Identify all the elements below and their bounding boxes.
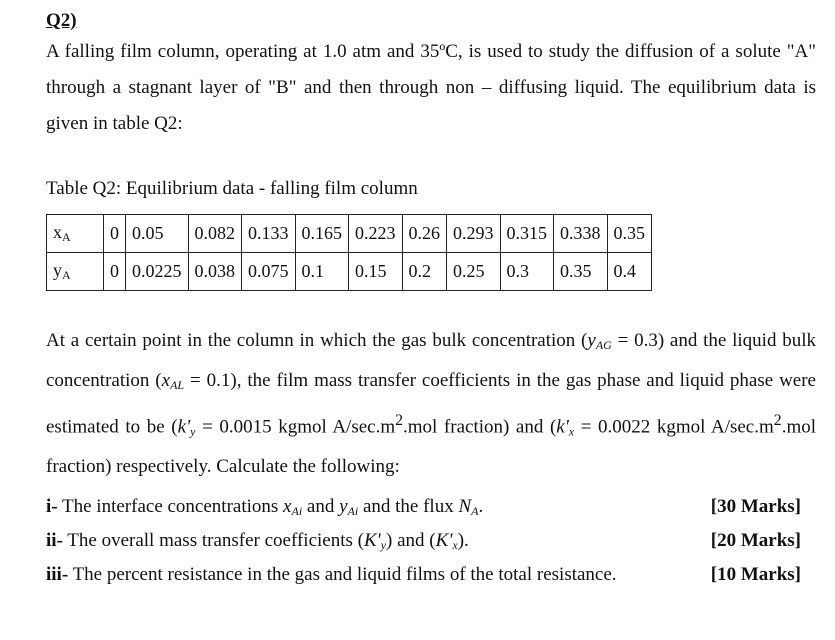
table-cell: 0.0225 [126,253,189,291]
table-cell: 0.35 [607,215,652,253]
table-cell: 0.3 [500,253,554,291]
marks-ii: [20 Marks] [710,530,801,551]
table-cell: 0.082 [188,215,242,253]
table-cell: 0.2 [402,253,447,291]
row-header: $x_A$ [47,215,104,253]
table-cell: 0.293 [447,215,501,253]
table-cell: 0.4 [607,253,652,291]
table-row [47,215,652,253]
row-header: $y_A$ [47,253,104,291]
table-cell: 0.165 [295,215,349,253]
question-i: i- The interface concentrations $x_{Ai}$ and $y_{Ai}$ and the flux $N_A$. [46,496,484,518]
table-cell: 0.05 [126,215,189,253]
table-cell: 0.35 [554,253,608,291]
table-cell: 0.038 [188,253,242,291]
table-row [47,253,652,291]
table-cell: 0.223 [349,215,403,253]
table-cell: 0.075 [242,253,296,291]
table-cell: 0.26 [402,215,447,253]
marks-i: [30 Marks] [710,496,801,517]
equilibrium-table [46,214,652,291]
table-cell: 0.315 [500,215,554,253]
marks-iii: [10 Marks] [710,564,801,585]
question-iii: iii- The percent resistance in the gas and liquid films of the total resistance. [46,564,617,585]
table-cell: 0.338 [554,215,608,253]
conditions-paragraph: At a certain point in the column in which the gas bulk concentration $(y_{AG} = 0.3)$ and the liquid bulk concentration $(x_{AL} = 0.1)$, the film mass transfer coefficients in the gas phase and liquid phase were estimated to be ($k'_y = 0.0015$ kgmol $A/\sec.m^2.mol$ fraction) and ($k'_x = 0.0022$ kgmol $A/\sec.m^2.mol$ fraction) respectively. Calculate the following: [46,330,816,478]
table-cell: 0 [104,253,126,291]
table-caption: Table Q2: Equilibrium data - falling film column [46,178,418,199]
question-ii: ii- The overall mass transfer coefficients $(K'_y)$ and $(K'_x)$. [46,530,469,552]
table-cell: 0.133 [242,215,296,253]
table-cell: 0.25 [447,253,501,291]
table-cell: 0.15 [349,253,403,291]
question-heading: Q2) [46,10,77,31]
intro-paragraph: A falling film column, operating at 1.0 atm and 35ºC, is used to study the diffusion of a solute "A" through a stagnant layer of "B" and then through non – diffusing liquid. The equilibrium data is given in table Q2: [46,41,816,134]
table-cell: 0.1 [295,253,349,291]
table-cell: 0 [104,215,126,253]
